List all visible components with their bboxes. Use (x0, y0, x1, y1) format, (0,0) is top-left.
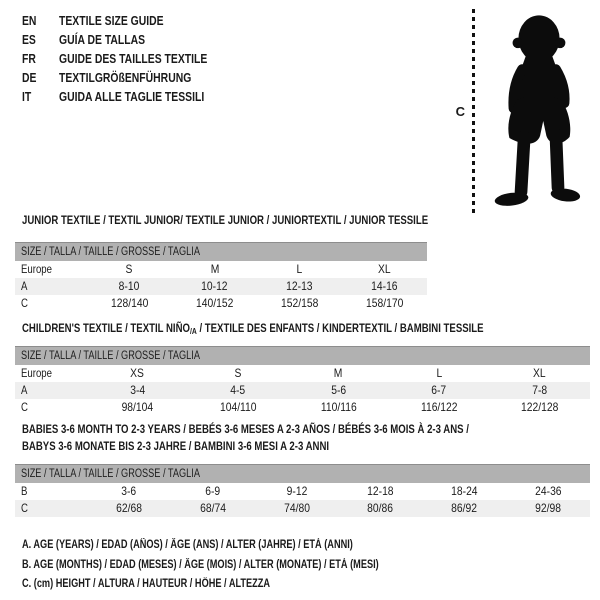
row-label-cell (15, 261, 87, 278)
cell-value: 128/140 (110, 296, 149, 310)
table-cell (188, 382, 289, 399)
table-cell (257, 278, 342, 295)
table-cell (87, 365, 188, 382)
table-cell (489, 399, 590, 416)
cell-value: 116/122 (420, 400, 458, 414)
table-cell (506, 483, 590, 500)
children-size-table (15, 346, 590, 416)
table-cell (87, 399, 188, 416)
table-cell (422, 500, 506, 517)
row-label-text: C (21, 501, 28, 515)
junior-size-table (15, 242, 427, 312)
language-label (59, 30, 167, 49)
cell-value: 18-24 (451, 484, 478, 498)
language-code (22, 11, 59, 30)
table-row-age-months (15, 483, 590, 500)
table-cell (172, 295, 257, 312)
row-label-text: Europe (21, 262, 52, 276)
table-cell (489, 365, 590, 382)
babies-title-line2: BABYS 3-6 MONATE BIS 2-3 JAHRE / BAMBINI 3-6 MESI A 2-3 ANNI (22, 439, 330, 453)
table-cell (389, 399, 490, 416)
babies-section-title (22, 421, 581, 455)
cell-value: 98/104 (121, 400, 154, 414)
cell-value: 80/86 (367, 501, 394, 515)
babies-size-table (15, 464, 590, 517)
table-row-height (15, 500, 590, 517)
cell-value: 104/110 (219, 400, 257, 414)
language-code (22, 49, 59, 68)
table-row-height (15, 399, 590, 416)
cell-value: 3-6 (121, 484, 137, 498)
language-label-text: TEXTILGRÖßENFÜHRUNG (59, 70, 192, 85)
cell-value: L (436, 366, 442, 380)
children-title-text-cont: / TEXTILE DES ENFANTS / KINDERTEXTIL / BAMBINI TESSILE (196, 321, 484, 335)
table-cell (338, 500, 422, 517)
table-cell (87, 382, 188, 399)
row-label-text: A (21, 279, 28, 293)
junior-section-title (22, 212, 530, 229)
row-label-cell (15, 500, 87, 517)
table-cell (87, 261, 172, 278)
language-code-text: FR (22, 51, 36, 66)
table-cell (288, 382, 389, 399)
babies-title-line1: BABIES 3-6 MONTH TO 2-3 YEARS / BEBÉS 3-6 MESES A 2-3 AÑOS / BÉBÉS 3-6 MOIS À 2-3 ANS / (22, 422, 469, 436)
table-row-age (15, 278, 427, 295)
language-label (59, 11, 190, 30)
table-cell (257, 261, 342, 278)
cell-value: 9-12 (286, 484, 307, 498)
legend-line-c-text: C. (cm) HEIGHT / ALTURA / HAUTEUR / HÖHE / ALTEZZA (22, 578, 271, 590)
language-row-it (22, 87, 244, 106)
legend-line-b-text: B. AGE (MONTHS) / EDAD (MESES) / ÂGE (MOIS) / ALTER (MONATE) / ETÀ (MESI) (22, 558, 379, 571)
table-cell (257, 295, 342, 312)
cell-value: 158/170 (365, 296, 404, 310)
table-cell (172, 278, 257, 295)
table-cell (87, 278, 172, 295)
row-label-cell (15, 278, 87, 295)
table-cell (87, 500, 171, 517)
table-cell (288, 399, 389, 416)
table-cell (342, 295, 427, 312)
cell-value: XS (130, 366, 145, 380)
legend-line-c (22, 575, 468, 595)
language-row-de (22, 68, 244, 87)
cell-value: 8-10 (119, 279, 140, 293)
row-label-cell (15, 483, 87, 500)
cell-value: 122/128 (521, 400, 559, 414)
language-code (22, 87, 59, 106)
table-cell (389, 365, 490, 382)
cell-value: 7-8 (532, 383, 548, 397)
table-cell (489, 382, 590, 399)
language-code-text: EN (22, 13, 37, 28)
cell-value: 68/74 (199, 501, 226, 515)
legend-line-a-text: A. AGE (YEARS) / EDAD (AÑOS) / ÂGE (ANS) / ALTER (JAHRE) / ETÀ (ANNI) (22, 539, 353, 551)
row-label-cell (15, 399, 87, 416)
children-title-subscript: /A (189, 326, 197, 336)
row-label-text: C (21, 400, 28, 414)
row-label-cell (15, 382, 87, 399)
table-row-height (15, 295, 427, 312)
table-cell (188, 365, 289, 382)
cell-value: 6-9 (205, 484, 221, 498)
row-label-text: A (21, 383, 28, 397)
cell-value: 110/116 (320, 400, 357, 414)
language-label (59, 49, 244, 68)
size-header-cell (15, 243, 427, 261)
table-row-europe (15, 365, 590, 382)
cell-value: 5-6 (331, 383, 346, 397)
height-measure-label: C (455, 103, 465, 119)
cell-value: 74/80 (283, 501, 310, 515)
table-cell (342, 278, 427, 295)
language-code-text: IT (22, 89, 32, 104)
cell-value: L (296, 262, 303, 276)
cell-value: 12-18 (367, 484, 394, 498)
height-dashed-line (472, 9, 475, 213)
table-cell (188, 399, 289, 416)
language-code (22, 30, 59, 49)
table-cell (338, 483, 422, 500)
row-label-cell (15, 365, 87, 382)
language-row-es (22, 30, 244, 49)
cell-value: S (126, 262, 133, 276)
table-cell (255, 500, 339, 517)
table-cell (172, 261, 257, 278)
toddler-silhouette-icon (482, 8, 596, 214)
size-header-text: SIZE / TALLA / TAILLE / GRÖSSE / TAGLIA (21, 349, 200, 362)
cell-value: 12-13 (286, 279, 313, 293)
children-section-title (22, 320, 599, 340)
language-label-text: GUÍA DE TALLAS (59, 32, 146, 47)
table-cell (255, 483, 339, 500)
cell-value: 3-4 (129, 383, 145, 397)
size-header-row (15, 243, 427, 261)
language-label-text: TEXTILE SIZE GUIDE (59, 13, 164, 28)
cell-value: 92/98 (535, 501, 561, 515)
size-header-text: SIZE / TALLA / TAILLE / GRÖSSE / TAGLIA (21, 245, 200, 258)
table-cell (87, 483, 171, 500)
table-cell (342, 261, 427, 278)
cell-value: 10-12 (201, 279, 228, 293)
language-list (22, 11, 244, 106)
children-title-text: CHILDREN'S TEXTILE / TEXTIL NIÑO (22, 321, 190, 335)
cell-value: 6-7 (431, 383, 447, 397)
measurement-legend (22, 536, 468, 595)
row-label-text: C (21, 296, 28, 310)
cell-value: 24-36 (534, 484, 562, 498)
row-label-text: B (21, 484, 28, 498)
junior-title-text: JUNIOR TEXTILE / TEXTIL JUNIOR/ TEXTILE JUNIOR / JUNIORTEXTIL / JUNIOR TESSILE (22, 213, 429, 227)
cell-value: 4-5 (230, 383, 246, 397)
size-header-cell (15, 465, 590, 483)
cell-value: XL (378, 262, 391, 276)
legend-line-a (22, 536, 468, 556)
language-row-fr (22, 49, 244, 68)
language-label (59, 87, 241, 106)
table-cell (506, 500, 590, 517)
cell-value: M (334, 366, 343, 380)
table-cell (87, 295, 172, 312)
row-label-cell (15, 295, 87, 312)
table-cell (171, 500, 255, 517)
cell-value: M (210, 262, 219, 276)
size-header-row (15, 347, 590, 365)
cell-value: 86/92 (451, 501, 478, 515)
language-code (22, 68, 59, 87)
row-label-text: Europe (21, 366, 52, 380)
size-header-text: SIZE / TALLA / TAILLE / GRÖSSE / TAGLIA (21, 467, 200, 480)
table-cell (171, 483, 255, 500)
size-header-cell (15, 347, 590, 365)
language-code-text: DE (22, 70, 37, 85)
cell-value: 140/152 (195, 296, 234, 310)
table-row-age (15, 382, 590, 399)
table-row-europe (15, 261, 427, 278)
cell-value: 62/68 (115, 501, 142, 515)
cell-value: S (234, 366, 242, 380)
legend-line-b (22, 556, 468, 576)
size-header-row (15, 465, 590, 483)
language-label-text: GUIDE DES TAILLES TEXTILE (59, 51, 208, 66)
language-row-en (22, 11, 244, 30)
language-label-text: GUIDA ALLE TAGLIE TESSILI (59, 89, 205, 104)
height-figure (456, 5, 596, 217)
cell-value: 152/158 (280, 296, 319, 310)
language-code-text: ES (22, 32, 36, 47)
table-cell (422, 483, 506, 500)
cell-value: 14-16 (371, 279, 398, 293)
table-cell (389, 382, 490, 399)
cell-value: XL (533, 366, 547, 380)
table-cell (288, 365, 389, 382)
language-label (59, 68, 224, 87)
